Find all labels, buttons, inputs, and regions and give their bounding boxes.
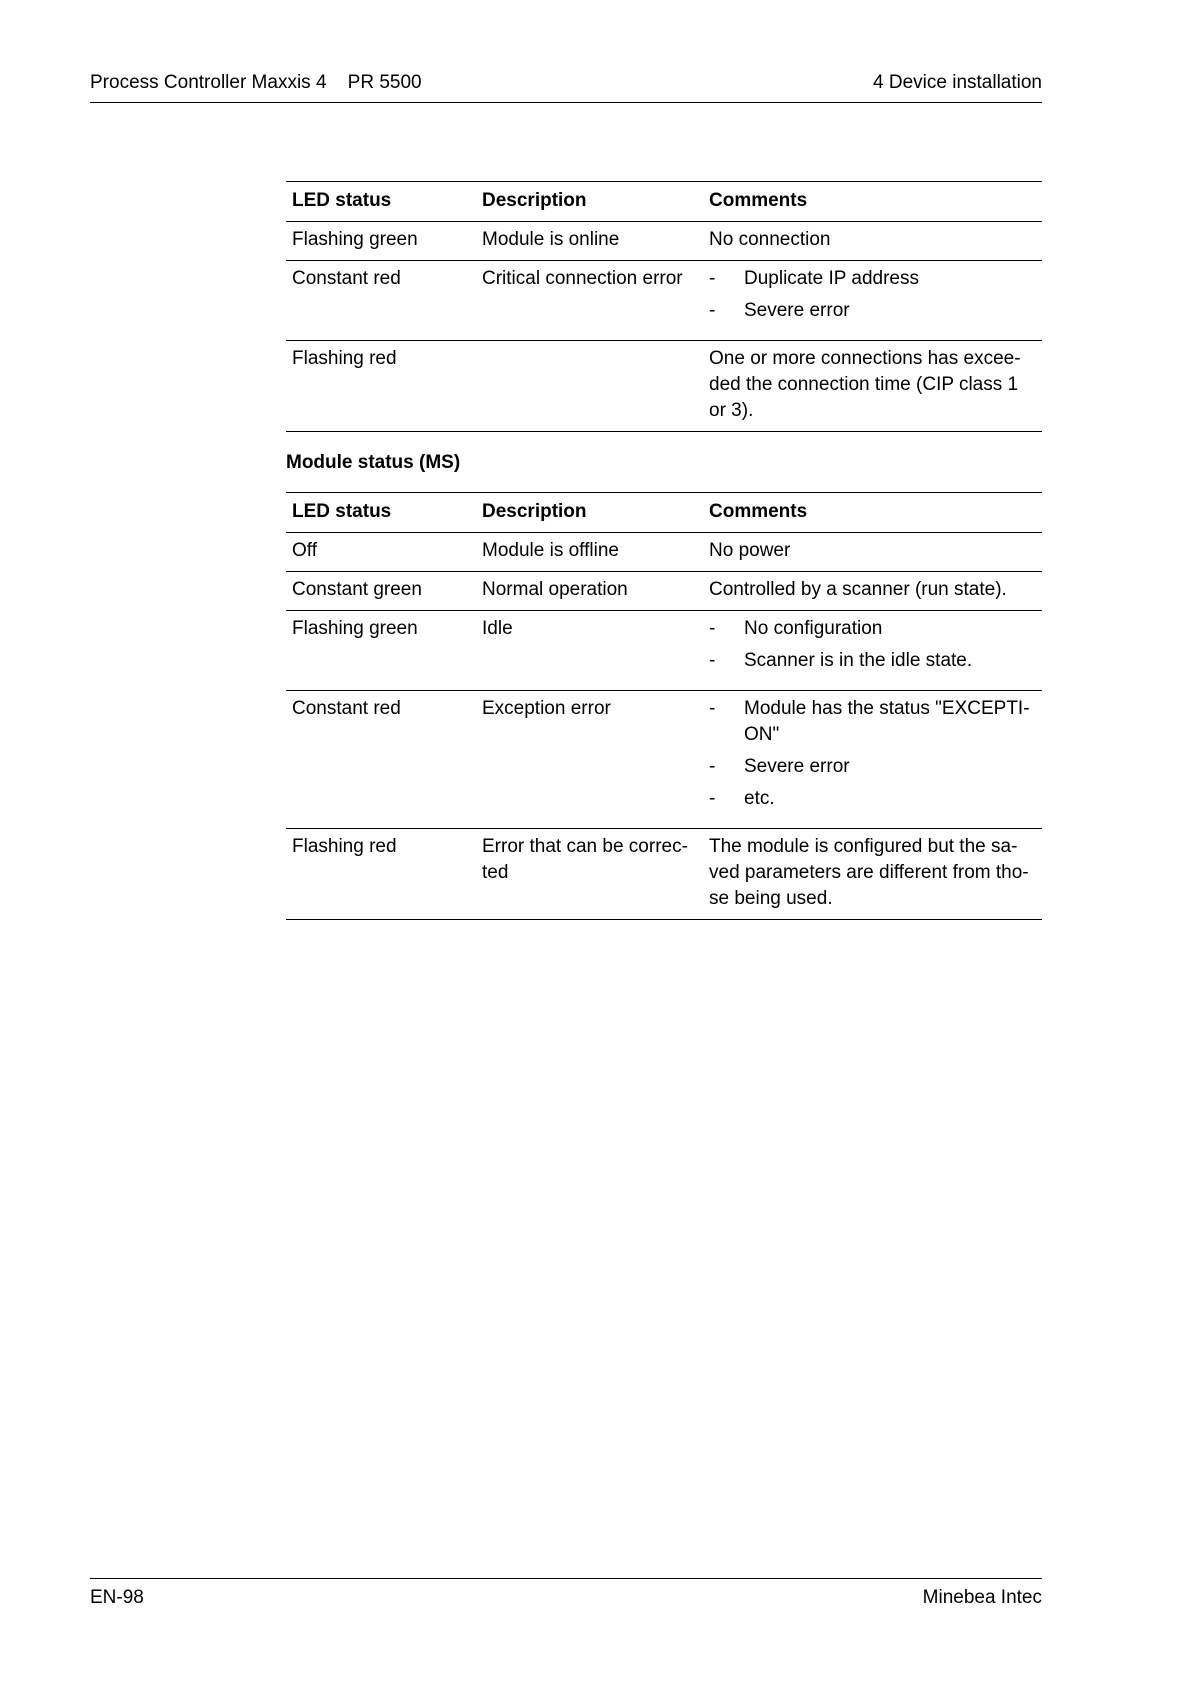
cell-comment: Controlled by a scanner (run state). xyxy=(703,572,1042,611)
bullet-dash: - xyxy=(709,788,716,809)
column-header-comments: Comments xyxy=(703,493,1042,533)
cell-description: Exception error xyxy=(476,691,703,829)
cell-led-status: Flashing green xyxy=(286,222,476,261)
table-row xyxy=(286,829,1042,920)
cell-description xyxy=(476,341,703,432)
section-title: Module status (MS) xyxy=(286,452,461,473)
page-footer xyxy=(90,1578,1042,1613)
list-item-text: Severe error xyxy=(744,756,850,777)
module-status-table xyxy=(286,492,1042,920)
list-item xyxy=(709,648,1036,674)
cell-led-status: Off xyxy=(286,533,476,572)
cell-led-status: Flashing red xyxy=(286,829,476,920)
header-model: PR 5500 xyxy=(347,72,422,93)
list-item-text: No configuration xyxy=(744,618,883,639)
header-chapter: 4 Device installation xyxy=(873,72,1042,93)
header-product-name: Process Controller Maxxis 4 xyxy=(90,72,327,93)
list-item xyxy=(709,696,1036,748)
table-header-row xyxy=(286,182,1042,222)
cell-comment-list xyxy=(703,261,1042,341)
table-row xyxy=(286,341,1042,432)
column-header-comments: Comments xyxy=(703,182,1042,222)
cell-description: Error that can be correc-ted xyxy=(476,829,703,920)
bullet-dash: - xyxy=(709,756,716,777)
footer-company: Minebea Intec xyxy=(922,1587,1042,1608)
list-item xyxy=(709,298,1036,324)
table-header-row xyxy=(286,493,1042,533)
table-row xyxy=(286,533,1042,572)
cell-led-status: Constant green xyxy=(286,572,476,611)
cell-comment: No power xyxy=(703,533,1042,572)
cell-comment: One or more connections has excee-ded the connection time (CIP class 1 or 3). xyxy=(703,341,1042,432)
table-row xyxy=(286,222,1042,261)
list-item xyxy=(709,266,1036,292)
list-item xyxy=(709,754,1036,780)
cell-comment-list xyxy=(703,691,1042,829)
table-row xyxy=(286,261,1042,341)
bullet-dash: - xyxy=(709,618,716,639)
list-item-text: Duplicate IP address xyxy=(744,268,919,289)
page-header xyxy=(90,70,1042,103)
bullet-dash: - xyxy=(709,300,716,321)
list-item-text: Module has the status "EXCEPTI-ON" xyxy=(744,698,1030,745)
list-item-text: Scanner is in the idle state. xyxy=(744,650,973,671)
column-header-description: Description xyxy=(476,182,703,222)
list-item-text: etc. xyxy=(744,788,775,809)
cell-comment: No connection xyxy=(703,222,1042,261)
column-header-led-status: LED status xyxy=(286,493,476,533)
header-product xyxy=(90,72,422,94)
cell-comment: The module is configured but the sa-ved parameters are different from tho-se being used. xyxy=(703,829,1042,920)
bullet-dash: - xyxy=(709,268,716,289)
cell-description: Critical connection error xyxy=(476,261,703,341)
table-row xyxy=(286,572,1042,611)
cell-description: Module is offline xyxy=(476,533,703,572)
cell-led-status: Flashing green xyxy=(286,611,476,691)
list-item-text: Severe error xyxy=(744,300,850,321)
bullet-dash: - xyxy=(709,650,716,671)
page-content xyxy=(286,181,1042,920)
column-header-led-status: LED status xyxy=(286,182,476,222)
list-item xyxy=(709,786,1036,812)
cell-description: Module is online xyxy=(476,222,703,261)
table-row xyxy=(286,611,1042,691)
cell-led-status: Constant red xyxy=(286,691,476,829)
network-status-table xyxy=(286,181,1042,432)
cell-led-status: Flashing red xyxy=(286,341,476,432)
cell-description: Idle xyxy=(476,611,703,691)
column-header-description: Description xyxy=(476,493,703,533)
list-item xyxy=(709,616,1036,642)
table-row xyxy=(286,691,1042,829)
cell-description: Normal operation xyxy=(476,572,703,611)
bullet-dash: - xyxy=(709,698,716,719)
cell-comment-list xyxy=(703,611,1042,691)
cell-led-status: Constant red xyxy=(286,261,476,341)
page-number: EN-98 xyxy=(90,1587,144,1608)
